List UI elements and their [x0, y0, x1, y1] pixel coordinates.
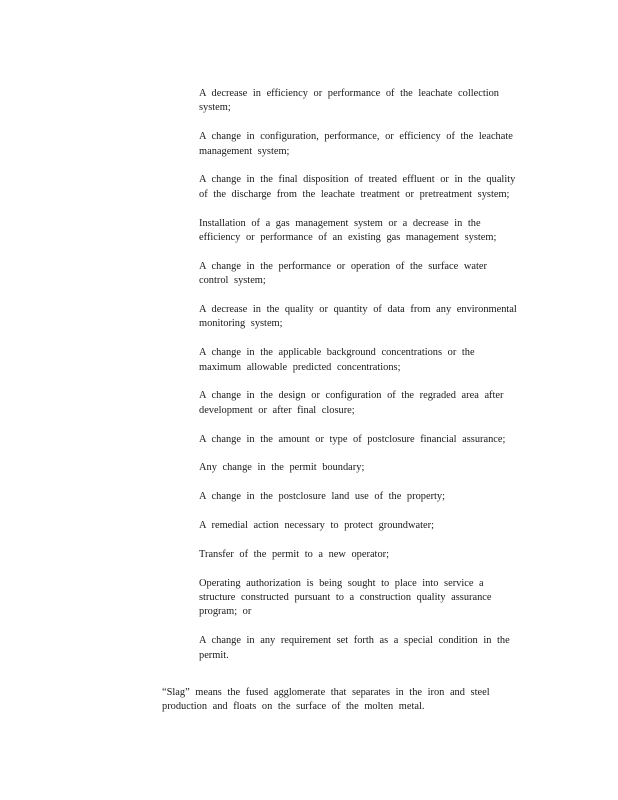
- list-item: A change in the design or configuration of the regraded area after development or after final closure;: [199, 390, 504, 416]
- list-item: Installation of a gas management system or a decrease in the efficiency or performance of an existing gas management system;: [199, 217, 497, 244]
- permit-modification-list: [199, 87, 521, 677]
- list-item: A change in the postclosure land use of the property;: [199, 491, 446, 503]
- slag-definition: “Slag” means the fused agglomerate that separates in the iron and steel production and floats on the surface of the molten metal.: [162, 687, 490, 713]
- list-item: A remedial action necessary to protect groundwater;: [199, 520, 434, 532]
- list-item: A change in the amount or type of postclosure financial assurance;: [199, 433, 506, 445]
- list-item: A change in any requirement set forth as a special condition in the permit.: [199, 635, 510, 661]
- list-item: A decrease in the quality or quantity of data from any environmental monitoring system;: [199, 304, 517, 330]
- list-item: Transfer of the permit to a new operator;: [199, 548, 389, 560]
- list-item: A change in configuration, performance, or efficiency of the leachate management system;: [199, 131, 513, 157]
- list-item: A decrease in efficiency or performance of the leachate collection system;: [199, 88, 499, 114]
- list-item: A change in the final disposition of treated effluent or in the quality of the discharge from the leachate treatment or pretreatment system;: [199, 174, 516, 200]
- list-item: A change in the applicable background concentrations or the maximum allowable predicted concentrations;: [199, 347, 475, 373]
- list-item: Operating authorization is being sought to place into service a structure constructed pursuant to a construction quality assurance program; or: [199, 577, 492, 618]
- list-item: Any change in the permit boundary;: [199, 462, 365, 474]
- list-item: A change in the performance or operation of the surface water control system;: [199, 260, 487, 287]
